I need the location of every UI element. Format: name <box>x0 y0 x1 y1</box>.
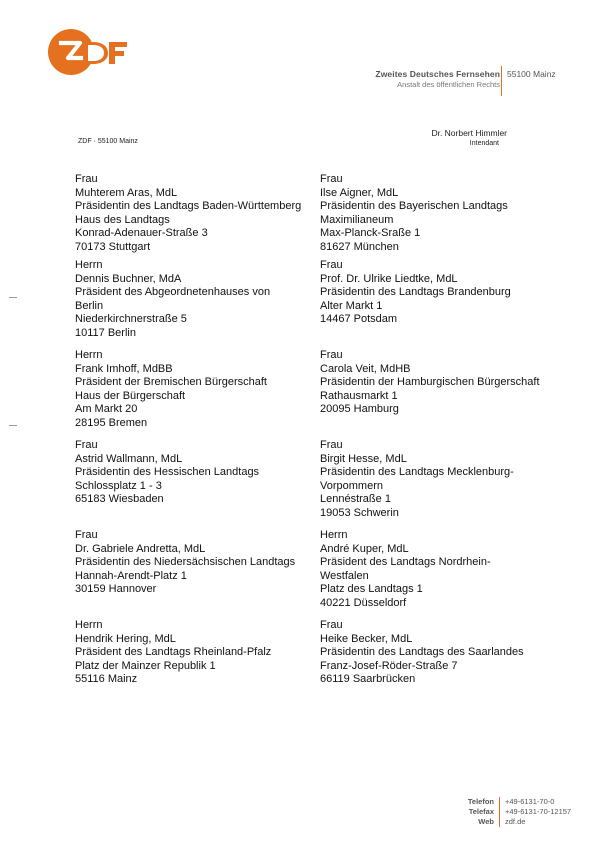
address-block <box>75 173 301 254</box>
address-line: Präsidentin des Hessischen Landtags <box>75 466 260 478</box>
address-line: Platz der Mainzer Republik 1 <box>75 659 216 672</box>
address-line: Maximilianeum <box>320 213 394 226</box>
address-line: Am Markt 20 <box>75 403 138 415</box>
web-link[interactable]: zdf.de <box>505 817 526 826</box>
address-line: Dr. Gabriele Andretta, MdL <box>75 542 206 555</box>
organization-subtitle: Anstalt des öffentlichen Rechts <box>397 80 500 89</box>
address-line: 19053 Schwerin <box>320 506 399 519</box>
address-block <box>320 619 524 687</box>
web-label: Web <box>478 817 494 826</box>
address-line: 81627 München <box>320 240 399 253</box>
fax-label: Telefax <box>468 807 494 816</box>
address-block <box>320 173 508 254</box>
address-line: Präsident des Landtags Nordrhein- <box>320 556 491 568</box>
address-block <box>75 619 271 687</box>
address-line: Alter Markt 1 <box>320 299 383 312</box>
address-line: Präsidentin der Hamburgischen Bürgerschaft <box>320 376 540 388</box>
address-line: Frau <box>75 173 98 185</box>
contact-labels <box>462 797 494 827</box>
address-line: André Kuper, MdL <box>320 542 409 555</box>
address-line: 28195 Bremen <box>75 416 148 429</box>
address-line: 20095 Hamburg <box>320 403 399 415</box>
organization-name: Zweites Deutsches Fernsehen <box>375 69 500 79</box>
address-line: Frau <box>320 173 343 185</box>
fold-mark <box>9 297 17 298</box>
address-line: Präsidentin des Niedersächsischen Landtags <box>75 556 296 568</box>
address-line: Lennéstraße 1 <box>320 493 391 505</box>
address-line: Präsident des Landtags Rheinland-Pfalz <box>75 646 272 658</box>
address-line: 10117 Berlin <box>75 326 136 339</box>
address-block <box>75 439 259 507</box>
address-line: Westfalen <box>320 569 369 582</box>
address-line: Carola Veit, MdHB <box>320 362 411 375</box>
address-line: Berlin <box>75 299 104 312</box>
address-block <box>75 259 270 340</box>
address-line: Präsidentin des Landtags Brandenburg <box>320 286 511 298</box>
address-line: Herrn <box>75 259 103 271</box>
address-line: Frau <box>75 529 98 541</box>
address-line: Max-Planck-Sraße 1 <box>320 227 421 239</box>
address-line: Herrn <box>75 619 103 631</box>
address-line: Präsidentin des Bayerischen Landtags <box>320 200 508 212</box>
address-line: Frau <box>320 439 343 451</box>
address-line: Frau <box>320 259 343 271</box>
address-block <box>75 349 267 430</box>
address-line: Hendrik Hering, MdL <box>75 632 176 645</box>
address-line: 66119 Saarbrücken <box>320 673 416 685</box>
address-block <box>320 439 514 520</box>
address-line: Frau <box>320 619 343 631</box>
signatory-block <box>360 128 507 147</box>
address-line: Platz des Landtags 1 <box>320 583 423 595</box>
address-line: Präsidentin des Landtags Baden-Württemberg <box>75 200 302 212</box>
signatory-role: Intendant <box>469 140 499 147</box>
address-line: Frank Imhoff, MdBB <box>75 362 173 375</box>
header-divider <box>501 66 502 96</box>
address-line: Schlossplatz 1 - 3 <box>75 479 162 492</box>
address-line: Vorpommern <box>320 479 383 492</box>
address-line: Konrad-Adenauer-Straße 3 <box>75 227 208 239</box>
organization-block <box>330 69 500 89</box>
address-line: Dennis Buchner, MdA <box>75 272 182 285</box>
address-line: Präsident des Abgeordnetenhauses von <box>75 286 271 298</box>
address-line: Astrid Wallmann, MdL <box>75 452 183 465</box>
address-block <box>320 349 540 417</box>
address-line: 65183 Wiesbaden <box>75 493 164 505</box>
zdf-logo <box>47 28 133 76</box>
address-line: Präsidentin des Landtags des Saarlandes <box>320 646 524 658</box>
fax-value: +49-6131-70-12157 <box>505 807 572 816</box>
address-line: 55116 Mainz <box>75 673 138 685</box>
address-line: 70173 Stuttgart <box>75 240 151 253</box>
phone-value: +49-6131-70-0 <box>505 797 555 806</box>
address-line: Herrn <box>320 529 348 541</box>
address-line: Birgit Hesse, MdL <box>320 452 407 465</box>
address-line: Frau <box>320 349 343 361</box>
address-block <box>320 529 491 610</box>
address-line: Rathausmarkt 1 <box>320 389 398 402</box>
address-line: Haus der Bürgerschaft <box>75 389 186 402</box>
address-line: 40221 Düsseldorf <box>320 596 407 609</box>
address-line: Haus des Landtags <box>75 213 170 226</box>
address-line: Heike Becker, MdL <box>320 632 413 645</box>
organization-city: 55100 Mainz <box>507 69 556 79</box>
sender-line: ZDF · 55100 Mainz <box>78 138 138 145</box>
address-block <box>75 529 295 597</box>
address-line: Hannah-Arendt-Platz 1 <box>75 569 187 582</box>
address-line: Frau <box>75 439 98 451</box>
signatory-name: Dr. Norbert Himmler <box>431 128 507 138</box>
address-line: Niederkirchnerstraße 5 <box>75 313 187 325</box>
address-line: Muhterem Aras, MdL <box>75 186 178 199</box>
address-block <box>320 259 511 327</box>
contact-values <box>505 797 571 827</box>
address-line: Herrn <box>75 349 103 361</box>
address-line: Präsident der Bremischen Bürgerschaft <box>75 376 267 388</box>
address-line: Ilse Aigner, MdL <box>320 186 399 199</box>
address-line: Franz-Josef-Röder-Straße 7 <box>320 659 458 672</box>
zdf-logo-graphic <box>47 28 133 76</box>
address-line: 14467 Potsdam <box>320 313 398 325</box>
address-line: 30159 Hannover <box>75 583 157 595</box>
address-line: Präsidentin des Landtags Mecklenburg- <box>320 466 514 478</box>
punch-mark <box>9 425 17 426</box>
address-line: Prof. Dr. Ulrike Liedtke, MdL <box>320 272 458 285</box>
footer-divider <box>499 797 500 827</box>
phone-label: Telefon <box>467 797 494 806</box>
